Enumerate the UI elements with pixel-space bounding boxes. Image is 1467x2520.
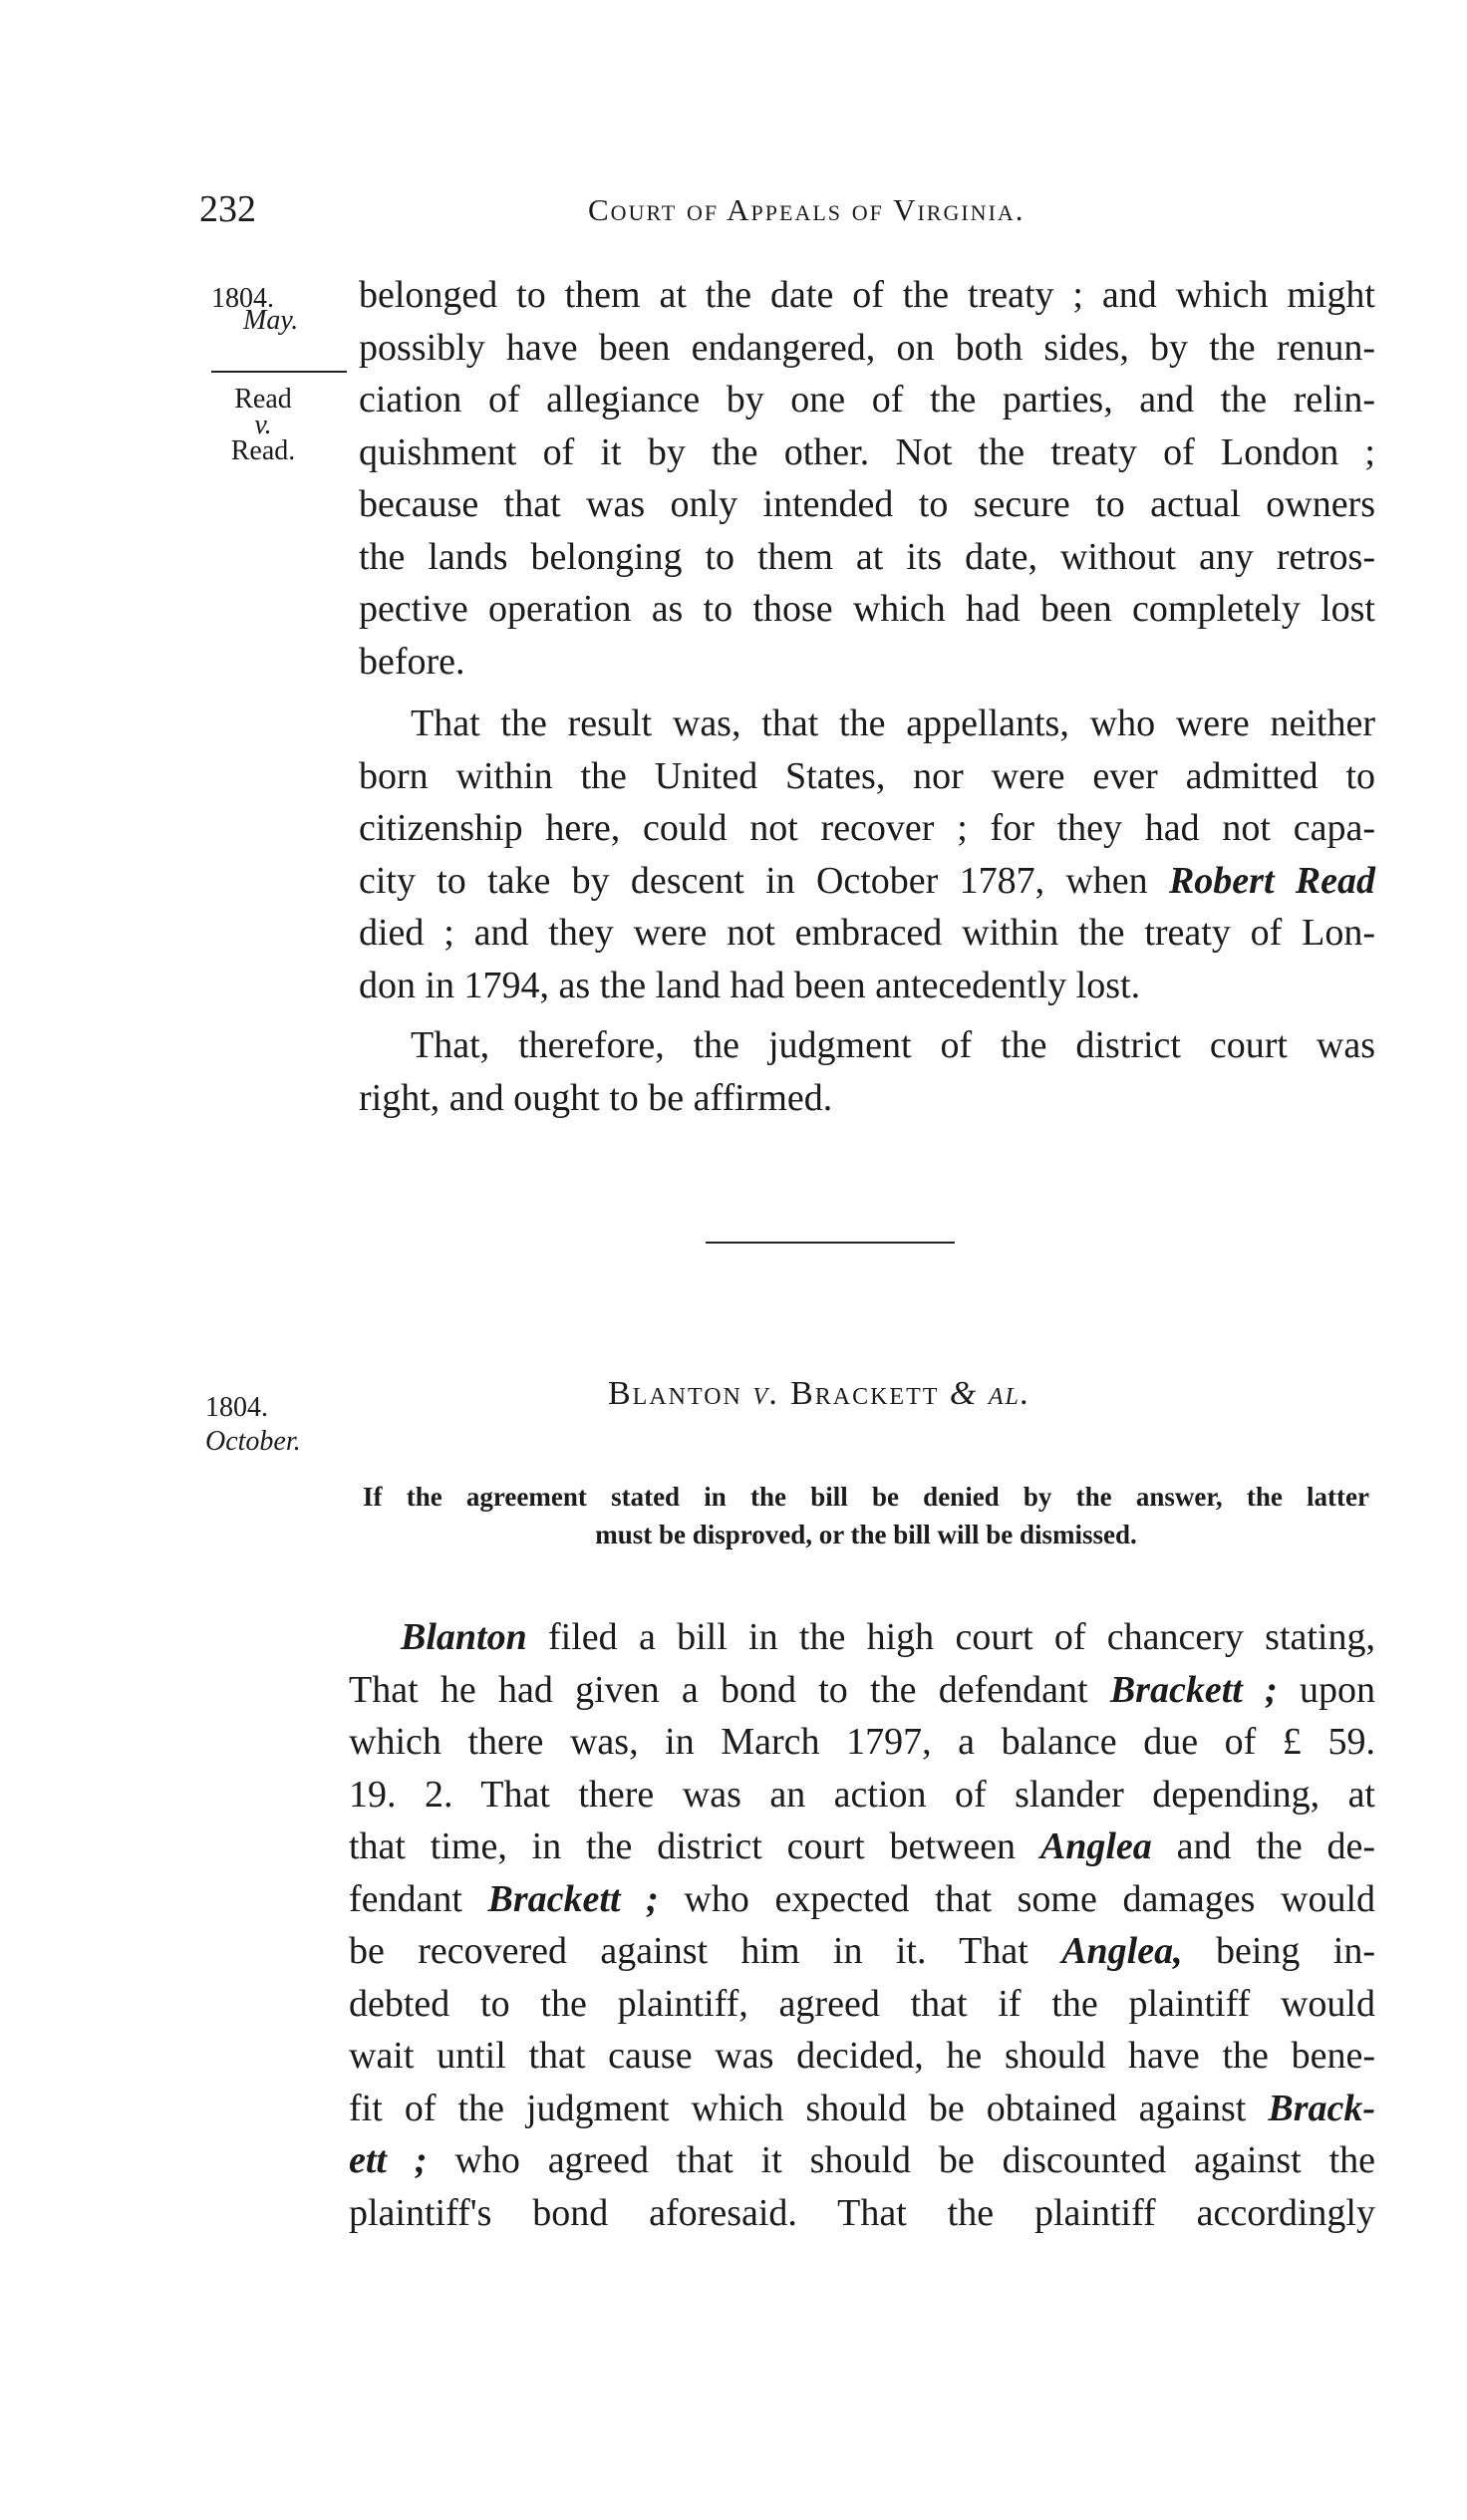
case-ampersand: & [949, 1375, 979, 1412]
text-line: don in 1794, as the land had been antecedently lost. [359, 964, 1141, 1006]
case-party-b: Brackett [790, 1375, 940, 1412]
text-line [349, 1664, 1375, 1717]
paragraph-conclusion [359, 1019, 1375, 1124]
margin-month: October. [205, 1426, 301, 1457]
text-line [349, 1873, 1375, 1926]
text-segment: That he had given a bond to the defendant [349, 1668, 1110, 1711]
paragraph-result [359, 698, 1375, 1011]
margin-year: 1804. [211, 283, 274, 314]
text-line [349, 1820, 1375, 1873]
text-segment: filed a bill in the high court of chancery stating, [526, 1616, 1375, 1658]
text-line: wait until that cause was decided, he should have the bene- [349, 2035, 1375, 2077]
running-head: Court of Appeals of Virginia. [588, 192, 1026, 227]
margin-case-name [213, 383, 313, 468]
text-line: pective operation as to those which had been completely lost [359, 588, 1375, 630]
case-versus: v. [752, 1375, 780, 1412]
text-segment: be recovered against him in it. That [349, 1930, 1062, 1972]
text-segment: city to take by descent in October 1787, when [359, 859, 1169, 902]
text-line: died ; and they were not embraced within the treaty of Lon- [359, 912, 1375, 954]
margin-rule [211, 371, 347, 373]
text-line [349, 1925, 1375, 1978]
margin-case-party-a: Read [234, 384, 292, 415]
text-segment: upon [1277, 1668, 1375, 1711]
margin-date [205, 1391, 301, 1459]
party-name: Anglea, [1061, 1930, 1183, 1972]
party-name: ett ; [349, 2139, 428, 2181]
text-line: before. [359, 640, 465, 683]
text-segment: who agreed that it should be discounted against the [427, 2139, 1376, 2181]
party-name: Brackett ; [1109, 1668, 1278, 1711]
text-line: belonged to them at the date of the treaty ; and which might [359, 274, 1375, 316]
text-line: ciation of allegiance by one of the parties, and the relin- [359, 379, 1375, 420]
party-name: Anglea [1039, 1825, 1152, 1867]
text-line: which there was, in March 1797, a balance due of £ 59. [349, 1721, 1375, 1763]
text-segment: fit of the judgment which should be obtained against [349, 2087, 1269, 2129]
margin-case-party-b: Read. [230, 435, 296, 466]
text-line: citizenship here, could not recover ; for they had not capa- [359, 807, 1375, 849]
text-segment: that time, in the district court between [349, 1825, 1040, 1867]
text-line: possibly have been endangered, on both sides, by the renun- [359, 326, 1375, 369]
page-number: 232 [199, 188, 256, 230]
text-line: plaintiff's bond aforesaid. That the plaintiff accordingly [349, 2191, 1375, 2234]
headnote-line: must be disproved, or the bill will be dismissed. [595, 1520, 1137, 1549]
text-line: That, therefore, the judgment of the district court was [411, 1024, 1375, 1066]
text-line: because that was only intended to secure to actual owners [359, 483, 1375, 525]
text-line [349, 2083, 1375, 2135]
paragraph-treaty [359, 269, 1375, 688]
margin-year: 1804. [205, 1392, 268, 1423]
text-line: the lands belonging to them at its date, without any retros- [359, 535, 1375, 578]
party-name: Brack- [1268, 2087, 1375, 2129]
text-line [349, 1611, 1375, 1664]
section-divider [706, 1242, 955, 1244]
case-et-al: al. [988, 1375, 1031, 1412]
case-party-a: Blanton [608, 1375, 742, 1412]
text-segment: being in- [1182, 1930, 1375, 1972]
text-line [359, 855, 1375, 908]
text-line: debted to the plaintiff, agreed that if the plaintiff would [349, 1982, 1375, 2025]
party-name: Brackett ; [487, 1877, 659, 1920]
text-line: That the result was, that the appellants, who were neither [411, 702, 1375, 744]
headnote-line: If the agreement stated in the bill be denied by the answer, the latter [363, 1482, 1369, 1512]
party-name: Blanton [401, 1616, 527, 1658]
text-segment: and the de- [1151, 1825, 1376, 1867]
text-line: quishment of it by the other. Not the treaty of London ; [359, 430, 1375, 473]
party-name: Robert Read [1168, 859, 1375, 902]
text-line: born within the United States, nor were ever admitted to [359, 754, 1375, 797]
margin-month: May. [243, 305, 299, 336]
margin-case-versus: v. [254, 410, 272, 440]
text-segment: fendant [349, 1877, 488, 1920]
margin-date [211, 282, 298, 338]
text-segment: who expected that some damages would [658, 1877, 1375, 1920]
case-title [608, 1375, 1030, 1413]
text-line: right, and ought to be affirmed. [359, 1076, 833, 1119]
text-line [349, 2134, 1375, 2187]
text-line: 19. 2. That there was an action of slander depending, at [349, 1773, 1375, 1816]
paragraph-bill [349, 1611, 1375, 2239]
headnote [363, 1478, 1369, 1553]
